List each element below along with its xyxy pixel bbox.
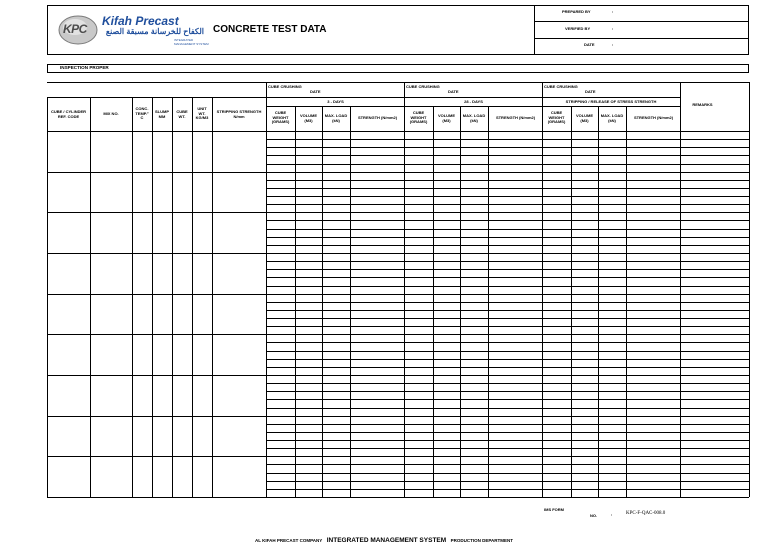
- sub-cube-weight-line: (GRAMS): [409, 119, 428, 125]
- group-period: STRIPPING / RELEASE OF STRESS STRENGTH: [565, 99, 657, 104]
- header-bottom-line: [47, 131, 749, 132]
- group-line: [404, 82, 405, 497]
- section-bar: [47, 64, 749, 73]
- record-sub-row-line: [266, 188, 749, 189]
- left-col-line: [172, 97, 173, 497]
- record-sub-row-line: [266, 326, 749, 327]
- sub-strength: [626, 116, 681, 121]
- record-sub-row-line: [266, 399, 749, 400]
- sub-col-line: [488, 106, 489, 497]
- table-right-line: [749, 82, 750, 497]
- sub-cube-weight-line: CUBE: [274, 110, 287, 115]
- sub-volume: [295, 114, 322, 123]
- record-sub-row-line: [266, 383, 749, 384]
- record-sub-row-line: [266, 229, 749, 230]
- header-row-line-1: [534, 21, 749, 22]
- sub-col-line: [322, 106, 323, 497]
- form-title: CONCRETE TEST DATA: [213, 24, 327, 35]
- verified-by-colon: :: [612, 26, 614, 31]
- record-sub-row-line: [266, 277, 749, 278]
- left-col-line: [192, 97, 193, 497]
- record-group-line: [47, 212, 749, 213]
- sub-max-load: [460, 114, 488, 123]
- col-unit-wt-line1: UNIT: [197, 106, 207, 111]
- sub-volume-line: VOLUME: [437, 113, 456, 118]
- sub-strength: [350, 116, 405, 121]
- col-cube-wt-line1: CUBE: [176, 109, 188, 114]
- header-row-line-2: [534, 38, 749, 39]
- record-sub-row-line: [266, 196, 749, 197]
- record-sub-row-line: [266, 139, 749, 140]
- footer-company-line: [0, 529, 768, 547]
- col-cube-code: [47, 110, 90, 119]
- group-date-label: DATE: [585, 89, 596, 94]
- prepared-by-colon: :: [612, 9, 614, 14]
- record-sub-row-line: [266, 473, 749, 474]
- date-colon: :: [612, 42, 614, 47]
- table-left-line: [47, 97, 48, 497]
- no-colon: :: [611, 512, 613, 517]
- footer-company-main: INTEGRATED MANAGEMENT SYSTEM: [326, 537, 447, 544]
- group-period: 3 - DAYS: [327, 99, 344, 104]
- ims-form-label: IMS FORM: [544, 507, 564, 512]
- sub-max-load: [322, 114, 350, 123]
- left-col-line: [90, 97, 91, 497]
- company-name: Kifah Precast: [102, 14, 179, 28]
- sub-cube-weight-line: (GRAMS): [271, 119, 290, 125]
- col-unit-wt-line3: KG/M3: [195, 115, 209, 121]
- record-sub-row-line: [266, 351, 749, 352]
- record-sub-row-line: [266, 448, 749, 449]
- record-sub-row-line: [266, 147, 749, 148]
- sub-col-line: [350, 106, 351, 497]
- col-unit-wt-line2: WT.: [198, 110, 206, 116]
- logo-badge-text: KPC: [63, 22, 87, 36]
- record-group-line: [47, 172, 749, 173]
- record-sub-row-line: [266, 432, 749, 433]
- sub-col-line: [598, 106, 599, 497]
- record-sub-row-line: [266, 342, 749, 343]
- sub-strength-line: STRENGTH (N/mm2): [495, 115, 536, 120]
- col-slump-line2: MM: [158, 113, 166, 119]
- table-top-line: [47, 82, 749, 83]
- prepared-by-label: PREPARED BY: [562, 9, 591, 14]
- footer-company-prefix: AL KIFAH PRECAST COMPANY: [254, 538, 323, 543]
- group-date-label: DATE: [448, 89, 459, 94]
- record-sub-row-line: [266, 489, 749, 490]
- sub-max-load: [598, 114, 626, 123]
- sub-max-load-line: MAX. LOAD: [600, 113, 624, 118]
- col-stripping-line1: STRIPPING STRENGTH: [216, 109, 262, 114]
- group-title: CUBE CRUSHING: [406, 84, 440, 89]
- sub-col-line: [626, 106, 627, 497]
- sub-strength-line: STRENGTH (N/mm2): [633, 115, 674, 120]
- record-sub-row-line: [266, 261, 749, 262]
- section-title: INSPECTION PROPER: [60, 65, 109, 70]
- record-group-line: [47, 416, 749, 417]
- record-sub-row-line: [266, 220, 749, 221]
- sub-volume-line: VOLUME: [575, 113, 594, 118]
- company-name-arabic: الكفاح للخرسانة مسبقة الصنع: [105, 27, 204, 36]
- record-group-line: [47, 456, 749, 457]
- left-col-line: [212, 97, 213, 497]
- form-number: KPC-F-QAC-008.0: [626, 511, 666, 516]
- header-divider: [534, 5, 535, 55]
- sub-cube-weight: [404, 111, 433, 125]
- left-header-top-line: [47, 97, 266, 98]
- sub-cube-weight-line: CUBE: [412, 110, 425, 115]
- group-period-line: [266, 106, 680, 107]
- record-sub-row-line: [266, 164, 749, 165]
- group-date-label: DATE: [310, 89, 321, 94]
- sub-cube-weight-line: CUBE: [550, 110, 563, 115]
- sub-max-load-line: MAX. LOAD: [324, 113, 348, 118]
- record-group-line: [47, 375, 749, 376]
- group-line: [542, 82, 543, 497]
- col-cube-wt-line2: WT.: [178, 113, 186, 119]
- sub-max-load-line: (kN): [608, 117, 616, 123]
- sub-col-line: [433, 106, 434, 497]
- sub-volume-line: (M3): [580, 117, 589, 123]
- sub-col-line: [460, 106, 461, 497]
- col-mix-no-label: MIX NO.: [103, 111, 119, 116]
- col-cube-wt: [172, 110, 192, 119]
- col-mix-no: [90, 112, 132, 117]
- col-stripping: [212, 110, 266, 119]
- sub-strength-line: STRENGTH (N/mm2): [357, 115, 398, 120]
- record-sub-row-line: [266, 204, 749, 205]
- col-remarks: [680, 103, 725, 108]
- record-sub-row-line: [266, 440, 749, 441]
- date-label: DATE: [584, 42, 595, 47]
- left-col-line: [266, 97, 267, 497]
- left-col-line: [132, 97, 133, 497]
- sub-max-load-line: MAX. LOAD: [462, 113, 486, 118]
- group-title: CUBE CRUSHING: [544, 84, 578, 89]
- record-sub-row-line: [266, 481, 749, 482]
- table-bottom-line: [47, 497, 749, 498]
- record-sub-row-line: [266, 155, 749, 156]
- record-sub-row-line: [266, 367, 749, 368]
- sub-strength: [488, 116, 543, 121]
- group-line: [266, 82, 267, 497]
- col-conc-temp-line3: C: [140, 115, 144, 121]
- sub-max-load-line: (kN): [332, 117, 340, 123]
- col-conc-temp-line2: TEMP.°: [135, 110, 149, 116]
- footer-company-suffix: PRODUCTION DEPARTMENT: [450, 538, 514, 543]
- record-sub-row-line: [266, 391, 749, 392]
- col-slump-line1: SLUMP: [155, 109, 169, 114]
- record-sub-row-line: [266, 269, 749, 270]
- record-sub-row-line: [266, 310, 749, 311]
- sub-col-line: [295, 106, 296, 497]
- col-slump: [152, 110, 172, 119]
- company-logo: [58, 14, 208, 48]
- col-conc-temp: [132, 107, 152, 121]
- group-date-line: [266, 97, 680, 98]
- col-cube-code-label: CUBE / CYLINDER REF. CODE: [50, 109, 87, 119]
- col-stripping-line2: N/mm: [233, 113, 245, 119]
- record-sub-row-line: [266, 408, 749, 409]
- group-period: 28 - DAYS: [464, 99, 483, 104]
- record-sub-row-line: [266, 302, 749, 303]
- sub-max-load-line: (kN): [470, 117, 478, 123]
- record-group-line: [47, 253, 749, 254]
- sub-volume-line: (M3): [442, 117, 451, 123]
- sub-col-line: [571, 106, 572, 497]
- record-sub-row-line: [266, 424, 749, 425]
- group-title: CUBE CRUSHING: [268, 84, 302, 89]
- left-col-line: [152, 97, 153, 497]
- sub-cube-weight-line: WEIGHT: [272, 114, 289, 120]
- sub-volume: [571, 114, 598, 123]
- record-group-line: [47, 334, 749, 335]
- no-label: NO.: [590, 513, 598, 518]
- sub-cube-weight: [266, 111, 295, 125]
- logo-subtitle-1: INTEGRATED: [174, 38, 194, 42]
- col-conc-temp-line1: CONC.: [135, 106, 149, 111]
- record-group-line: [47, 294, 749, 295]
- record-sub-row-line: [266, 180, 749, 181]
- sub-volume-line: (M3): [304, 117, 313, 123]
- sub-cube-weight-line: WEIGHT: [548, 114, 565, 120]
- col-unit-wt: [192, 107, 212, 121]
- record-sub-row-line: [266, 286, 749, 287]
- record-sub-row-line: [266, 237, 749, 238]
- logo-subtitle-2: MANAGEMENT SYSTEM: [174, 42, 209, 46]
- verified-by-label: VERIFIED BY: [565, 26, 591, 31]
- col-remarks-label: REMARKS: [692, 102, 713, 107]
- sub-volume: [433, 114, 460, 123]
- record-sub-row-line: [266, 318, 749, 319]
- sub-cube-weight-line: WEIGHT: [410, 114, 427, 120]
- sub-cube-weight: [542, 111, 571, 125]
- record-sub-row-line: [266, 245, 749, 246]
- record-sub-row-line: [266, 359, 749, 360]
- sub-volume-line: VOLUME: [299, 113, 318, 118]
- group-line: [680, 82, 681, 497]
- record-sub-row-line: [266, 464, 749, 465]
- sub-cube-weight-line: (GRAMS): [547, 119, 566, 125]
